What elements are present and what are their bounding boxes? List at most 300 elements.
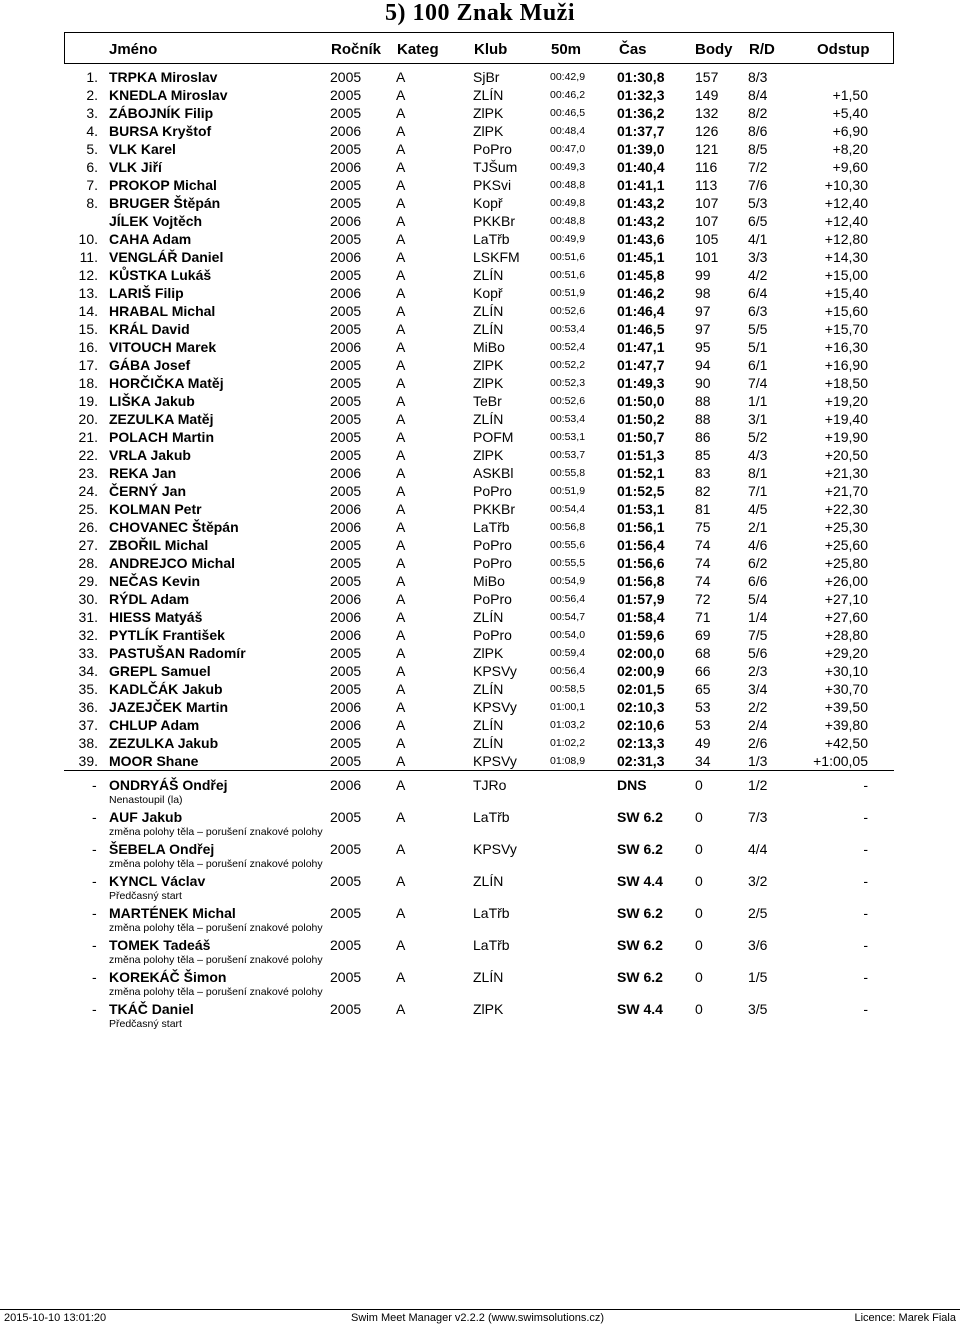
cell-points: 90 — [695, 375, 711, 391]
cell-swimmer-name: PYTLÍK František — [109, 627, 225, 643]
cell-split-time: 00:51,6 — [550, 251, 586, 263]
cell-dq-reason: Předčasný start — [109, 890, 182, 902]
cell-birth-year: 2005 — [330, 663, 362, 679]
cell-category: A — [396, 105, 406, 121]
cell-swimmer-name: ŠEBELA Ondřej — [109, 841, 215, 857]
cell-category: A — [396, 501, 406, 517]
list-item — [0, 936, 960, 968]
table-row — [0, 518, 960, 536]
cell-birth-year: 2005 — [330, 1001, 362, 1017]
cell-time-difference: +14,30 — [824, 249, 868, 265]
cell-birth-year: 2005 — [330, 141, 362, 157]
cell-category: A — [396, 681, 406, 697]
cell-club: ZlPK — [473, 447, 504, 463]
cell-final-time: 01:51,3 — [617, 447, 665, 463]
table-row — [0, 446, 960, 464]
cell-swimmer-name: PASTUŠAN Radomír — [109, 645, 246, 661]
cell-category: A — [396, 809, 406, 825]
cell-swimmer-name: KRÁL David — [109, 321, 190, 337]
cell-marker: - — [92, 1001, 97, 1017]
table-row — [0, 104, 960, 122]
cell-split-time: 00:51,6 — [550, 269, 586, 281]
cell-category: A — [396, 87, 406, 103]
cell-time-difference: +15,60 — [824, 303, 868, 319]
cell-final-time: 01:50,0 — [617, 393, 665, 409]
header-club: Klub — [474, 41, 508, 58]
cell-split-time: 00:55,6 — [550, 539, 586, 551]
cell-swimmer-name: POLACH Martin — [109, 429, 214, 445]
cell-split-time: 00:52,6 — [550, 395, 586, 407]
cell-final-time: 01:30,8 — [617, 69, 665, 85]
cell-position: 36. — [78, 699, 98, 715]
cell-time-difference: +30,10 — [824, 663, 868, 679]
cell-points: 0 — [695, 873, 703, 889]
cell-category: A — [396, 841, 406, 857]
cell-points: 69 — [695, 627, 711, 643]
cell-position: 21. — [78, 429, 98, 445]
cell-time-difference: +27,10 — [824, 591, 868, 607]
cell-category: A — [396, 447, 406, 463]
cell-heat-lane: 4/2 — [748, 267, 768, 283]
cell-final-time: 01:47,1 — [617, 339, 665, 355]
table-row — [0, 302, 960, 320]
cell-swimmer-name: VLK Jiří — [109, 159, 162, 175]
cell-swimmer-name: VENGLÁŘ Daniel — [109, 249, 224, 265]
cell-time-difference: +25,60 — [824, 537, 868, 553]
cell-final-time: 01:37,7 — [617, 123, 665, 139]
header-category: Kateg — [397, 41, 439, 58]
cell-points: 101 — [695, 249, 719, 265]
cell-final-time: 01:43,6 — [617, 231, 665, 247]
cell-heat-lane: 5/3 — [748, 195, 768, 211]
cell-club: PoPro — [473, 141, 512, 157]
cell-swimmer-name: MARTÉNEK Michal — [109, 905, 236, 921]
cell-heat-lane: 1/1 — [748, 393, 768, 409]
cell-dq-code: SW 6.2 — [617, 969, 663, 985]
divider — [64, 770, 894, 771]
cell-split-time: 00:54,7 — [550, 611, 586, 623]
cell-points: 71 — [695, 609, 711, 625]
footer-software: Swim Meet Manager v2.2.2 (www.swimsolutions.cz) — [351, 1312, 605, 1324]
table-row — [0, 176, 960, 194]
cell-split-time: 00:54,4 — [550, 503, 586, 515]
cell-time-difference: +12,80 — [824, 231, 868, 247]
cell-category: A — [396, 717, 406, 733]
cell-swimmer-name: TOMEK Tadeáš — [109, 937, 211, 953]
cell-category: A — [396, 123, 406, 139]
cell-heat-lane: 7/4 — [748, 375, 768, 391]
cell-heat-lane: 6/5 — [748, 213, 768, 229]
cell-category: A — [396, 555, 406, 571]
cell-heat-lane: 7/5 — [748, 627, 768, 643]
cell-time-difference: +16,30 — [824, 339, 868, 355]
cell-swimmer-name: KYNCL Václav — [109, 873, 206, 889]
cell-birth-year: 2006 — [330, 465, 362, 481]
cell-heat-lane: 4/6 — [748, 537, 768, 553]
cell-birth-year: 2005 — [330, 69, 362, 85]
cell-birth-year: 2006 — [330, 609, 362, 625]
cell-swimmer-name: ANDREJCO Michal — [109, 555, 236, 571]
cell-time-difference: +19,40 — [824, 411, 868, 427]
cell-swimmer-name: ZÁBOJNÍK Filip — [109, 105, 214, 121]
cell-final-time: 01:43,2 — [617, 195, 665, 211]
cell-points: 0 — [695, 937, 703, 953]
cell-club: ZLÍN — [473, 735, 504, 751]
cell-category: A — [396, 573, 406, 589]
cell-club: ZLÍN — [473, 303, 504, 319]
cell-time-difference: +1:00,05 — [813, 753, 868, 769]
cell-split-time: 00:56,4 — [550, 665, 586, 677]
cell-club: PKSvi — [473, 177, 512, 193]
cell-category: A — [396, 537, 406, 553]
table-row — [0, 482, 960, 500]
cell-swimmer-name: TRPKA Miroslav — [109, 69, 218, 85]
cell-points: 121 — [695, 141, 719, 157]
cell-birth-year: 2005 — [330, 937, 362, 953]
cell-split-time: 00:52,6 — [550, 305, 586, 317]
table-row — [0, 590, 960, 608]
page-title: 5) 100 Znak Muži — [384, 0, 575, 26]
cell-category: A — [396, 937, 406, 953]
cell-club: TJRo — [473, 777, 507, 793]
cell-heat-lane: 6/3 — [748, 303, 768, 319]
cell-points: 95 — [695, 339, 711, 355]
cell-category: A — [396, 873, 406, 889]
results-table — [0, 68, 960, 770]
cell-position: 37. — [78, 717, 98, 733]
cell-dq-reason: změna polohy těla – porušení znakové polohy — [109, 954, 323, 966]
cell-category: A — [396, 429, 406, 445]
cell-dq-code: SW 6.2 — [617, 809, 663, 825]
cell-points: 99 — [695, 267, 711, 283]
cell-birth-year: 2006 — [330, 627, 362, 643]
cell-final-time: 01:47,7 — [617, 357, 665, 373]
cell-swimmer-name: KNEDLA Miroslav — [109, 87, 228, 103]
table-row — [0, 464, 960, 482]
cell-position: 22. — [78, 447, 98, 463]
cell-category: A — [396, 735, 406, 751]
cell-final-time: 01:36,2 — [617, 105, 665, 121]
table-row — [0, 392, 960, 410]
cell-category: A — [396, 213, 406, 229]
cell-final-time: 01:56,8 — [617, 573, 665, 589]
cell-split-time: 00:52,3 — [550, 377, 586, 389]
cell-marker: - — [92, 873, 97, 889]
cell-heat-lane: 3/3 — [748, 249, 768, 265]
cell-final-time: 01:45,1 — [617, 249, 665, 265]
cell-swimmer-name: NEČAS Kevin — [109, 573, 201, 589]
cell-time-difference: +12,40 — [824, 213, 868, 229]
cell-split-time: 00:59,4 — [550, 647, 586, 659]
cell-time-difference: +20,50 — [824, 447, 868, 463]
cell-heat-lane: 2/2 — [748, 699, 768, 715]
cell-birth-year: 2006 — [330, 159, 362, 175]
cell-club: ZLÍN — [473, 873, 504, 889]
cell-time-difference: +19,20 — [824, 393, 868, 409]
cell-split-time: 00:55,5 — [550, 557, 586, 569]
cell-points: 74 — [695, 573, 711, 589]
cell-position: 20. — [78, 411, 98, 427]
cell-swimmer-name: CHLUP Adam — [109, 717, 200, 733]
cell-birth-year: 2006 — [330, 591, 362, 607]
cell-swimmer-name: HRABAL Michal — [109, 303, 216, 319]
table-row — [0, 140, 960, 158]
cell-position: 19. — [78, 393, 98, 409]
cell-position: 18. — [78, 375, 98, 391]
cell-position: 12. — [78, 267, 98, 283]
cell-category: A — [396, 393, 406, 409]
cell-position: 38. — [78, 735, 98, 751]
cell-points: 97 — [695, 303, 711, 319]
cell-final-time: 01:43,2 — [617, 213, 665, 229]
cell-category: A — [396, 1001, 406, 1017]
cell-club: TJŠum — [473, 159, 518, 175]
cell-split-time: 00:54,0 — [550, 629, 586, 641]
cell-final-time: 01:56,1 — [617, 519, 665, 535]
cell-category: A — [396, 591, 406, 607]
cell-time-difference: +18,50 — [824, 375, 868, 391]
cell-heat-lane: 3/2 — [748, 873, 768, 889]
cell-category: A — [396, 249, 406, 265]
cell-heat-lane: 8/4 — [748, 87, 768, 103]
cell-points: 107 — [695, 195, 719, 211]
cell-birth-year: 2005 — [330, 303, 362, 319]
cell-swimmer-name: HIESS Matyáš — [109, 609, 203, 625]
cell-split-time: 00:48,4 — [550, 125, 586, 137]
cell-final-time: 02:00,9 — [617, 663, 665, 679]
cell-club: ZlPK — [473, 105, 504, 121]
cell-swimmer-name: GÁBA Josef — [109, 357, 191, 373]
cell-position: 3. — [86, 105, 98, 121]
cell-swimmer-name: PROKOP Michal — [109, 177, 217, 193]
cell-dq-reason: změna polohy těla – porušení znakové polohy — [109, 858, 323, 870]
cell-birth-year: 2005 — [330, 195, 362, 211]
cell-final-time: 01:52,1 — [617, 465, 665, 481]
table-row — [0, 500, 960, 518]
cell-swimmer-name: TKÁČ Daniel — [109, 1001, 194, 1017]
cell-split-time: 00:56,8 — [550, 521, 586, 533]
cell-final-time: 01:52,5 — [617, 483, 665, 499]
cell-swimmer-name: KOLMAN Petr — [109, 501, 202, 517]
cell-points: 0 — [695, 809, 703, 825]
cell-category: A — [396, 177, 406, 193]
cell-category: A — [396, 777, 406, 793]
cell-category: A — [396, 483, 406, 499]
table-row — [0, 734, 960, 752]
cell-final-time: 01:50,2 — [617, 411, 665, 427]
cell-swimmer-name: ZEZULKA Jakub — [109, 735, 219, 751]
cell-category: A — [396, 753, 406, 769]
cell-swimmer-name: REKA Jan — [109, 465, 177, 481]
cell-split-time: 00:47,0 — [550, 143, 586, 155]
cell-points: 88 — [695, 393, 711, 409]
cell-position: 33. — [78, 645, 98, 661]
cell-club: PKKBr — [473, 213, 516, 229]
header-points: Body — [695, 41, 733, 58]
cell-club: LSKFM — [473, 249, 520, 265]
cell-final-time: 01:49,3 — [617, 375, 665, 391]
table-row — [0, 716, 960, 734]
cell-split-time: 00:49,9 — [550, 233, 586, 245]
cell-points: 0 — [695, 777, 703, 793]
cell-heat-lane: 5/1 — [748, 339, 768, 355]
cell-final-time: 01:53,1 — [617, 501, 665, 517]
cell-dq-reason: Předčasný start — [109, 1018, 182, 1030]
cell-final-time: 02:00,0 — [617, 645, 665, 661]
cell-category: A — [396, 231, 406, 247]
cell-heat-lane: 7/3 — [748, 809, 768, 825]
cell-club: ZlPK — [473, 123, 504, 139]
header-heat-lane: R/D — [749, 41, 775, 58]
cell-split-time: 00:53,4 — [550, 413, 586, 425]
cell-position: 32. — [78, 627, 98, 643]
cell-birth-year: 2005 — [330, 393, 362, 409]
cell-points: 0 — [695, 905, 703, 921]
cell-club: ZLÍN — [473, 717, 504, 733]
cell-swimmer-name: RÝDL Adam — [109, 591, 190, 607]
cell-final-time: 02:10,3 — [617, 699, 665, 715]
cell-heat-lane: 5/6 — [748, 645, 768, 661]
header-time: Čas — [619, 41, 647, 58]
cell-club: PoPro — [473, 483, 512, 499]
cell-points: 0 — [695, 969, 703, 985]
cell-time-difference: - — [863, 905, 868, 921]
cell-split-time: 00:42,9 — [550, 71, 586, 83]
cell-time-difference: - — [863, 777, 868, 793]
table-row — [0, 194, 960, 212]
cell-marker: - — [92, 905, 97, 921]
cell-points: 66 — [695, 663, 711, 679]
cell-heat-lane: 2/6 — [748, 735, 768, 751]
cell-split-time: 01:02,2 — [550, 737, 586, 749]
cell-club: PoPro — [473, 591, 512, 607]
cell-heat-lane: 8/1 — [748, 465, 768, 481]
table-row — [0, 644, 960, 662]
cell-heat-lane: 5/4 — [748, 591, 768, 607]
cell-category: A — [396, 141, 406, 157]
cell-split-time: 00:46,5 — [550, 107, 586, 119]
cell-split-time: 01:00,1 — [550, 701, 586, 713]
cell-time-difference: +15,70 — [824, 321, 868, 337]
cell-position: 2. — [86, 87, 98, 103]
cell-club: POFM — [473, 429, 514, 445]
cell-heat-lane: 6/6 — [748, 573, 768, 589]
cell-club: ZLÍN — [473, 609, 504, 625]
cell-points: 53 — [695, 699, 711, 715]
cell-heat-lane: 3/6 — [748, 937, 768, 953]
cell-birth-year: 2005 — [330, 321, 362, 337]
cell-birth-year: 2005 — [330, 483, 362, 499]
cell-swimmer-name: BRUGER Štěpán — [109, 195, 221, 211]
cell-final-time: 02:31,3 — [617, 753, 665, 769]
table-row — [0, 626, 960, 644]
cell-split-time: 00:56,4 — [550, 593, 586, 605]
cell-final-time: 01:46,2 — [617, 285, 665, 301]
cell-time-difference: +12,40 — [824, 195, 868, 211]
cell-position: 26. — [78, 519, 98, 535]
cell-split-time: 00:52,2 — [550, 359, 586, 371]
cell-swimmer-name: GREPL Samuel — [109, 663, 211, 679]
cell-heat-lane: 1/5 — [748, 969, 768, 985]
cell-swimmer-name: JÍLEK Vojtěch — [109, 213, 203, 229]
cell-points: 85 — [695, 447, 711, 463]
cell-birth-year: 2005 — [330, 411, 362, 427]
list-item — [0, 872, 960, 904]
cell-dq-reason: změna polohy těla – porušení znakové polohy — [109, 826, 323, 838]
cell-category: A — [396, 663, 406, 679]
cell-birth-year: 2006 — [330, 285, 362, 301]
cell-time-difference: +21,30 — [824, 465, 868, 481]
cell-time-difference: - — [863, 1001, 868, 1017]
cell-final-time: 02:10,6 — [617, 717, 665, 733]
cell-position: 27. — [78, 537, 98, 553]
cell-club: ZlPK — [473, 1001, 504, 1017]
cell-swimmer-name: HORČIČKA Matěj — [109, 375, 224, 391]
table-row — [0, 212, 960, 230]
cell-time-difference: +26,00 — [824, 573, 868, 589]
cell-position: 34. — [78, 663, 98, 679]
cell-club: LaTřb — [473, 809, 510, 825]
table-row — [0, 662, 960, 680]
cell-club: PoPro — [473, 627, 512, 643]
cell-category: A — [396, 627, 406, 643]
cell-split-time: 00:53,4 — [550, 323, 586, 335]
cell-category: A — [396, 699, 406, 715]
column-header-bar — [64, 32, 894, 64]
cell-final-time: 01:58,4 — [617, 609, 665, 625]
cell-swimmer-name: ONDRYÁŠ Ondřej — [109, 777, 228, 793]
table-row — [0, 680, 960, 698]
cell-birth-year: 2005 — [330, 375, 362, 391]
cell-final-time: 01:56,4 — [617, 537, 665, 553]
cell-points: 81 — [695, 501, 711, 517]
cell-position: 31. — [78, 609, 98, 625]
cell-points: 53 — [695, 717, 711, 733]
cell-points: 74 — [695, 555, 711, 571]
cell-birth-year: 2006 — [330, 699, 362, 715]
table-row — [0, 158, 960, 176]
cell-heat-lane: 6/2 — [748, 555, 768, 571]
cell-points: 74 — [695, 537, 711, 553]
cell-club: KPSVy — [473, 753, 517, 769]
cell-heat-lane: 1/4 — [748, 609, 768, 625]
cell-split-time: 00:54,9 — [550, 575, 586, 587]
cell-position: 30. — [78, 591, 98, 607]
footer-licence: Licence: Marek Fiala — [854, 1312, 956, 1324]
cell-time-difference: +42,50 — [824, 735, 868, 751]
cell-points: 149 — [695, 87, 719, 103]
cell-club: PoPro — [473, 555, 512, 571]
cell-birth-year: 2005 — [330, 105, 362, 121]
cell-position: 13. — [78, 285, 98, 301]
cell-heat-lane: 8/5 — [748, 141, 768, 157]
cell-club: ZLÍN — [473, 321, 504, 337]
cell-points: 34 — [695, 753, 711, 769]
cell-heat-lane: 1/3 — [748, 753, 768, 769]
cell-swimmer-name: JAZEJČEK Martin — [109, 699, 229, 715]
cell-split-time: 00:52,4 — [550, 341, 586, 353]
cell-club: Kopř — [473, 285, 503, 301]
cell-position: 10. — [78, 231, 98, 247]
cell-time-difference: +15,00 — [824, 267, 868, 283]
cell-birth-year: 2005 — [330, 357, 362, 373]
cell-birth-year: 2005 — [330, 267, 362, 283]
cell-position: 11. — [79, 249, 98, 265]
cell-birth-year: 2005 — [330, 555, 362, 571]
cell-time-difference: +6,90 — [832, 123, 868, 139]
cell-split-time: 01:08,9 — [550, 755, 586, 767]
table-row — [0, 86, 960, 104]
